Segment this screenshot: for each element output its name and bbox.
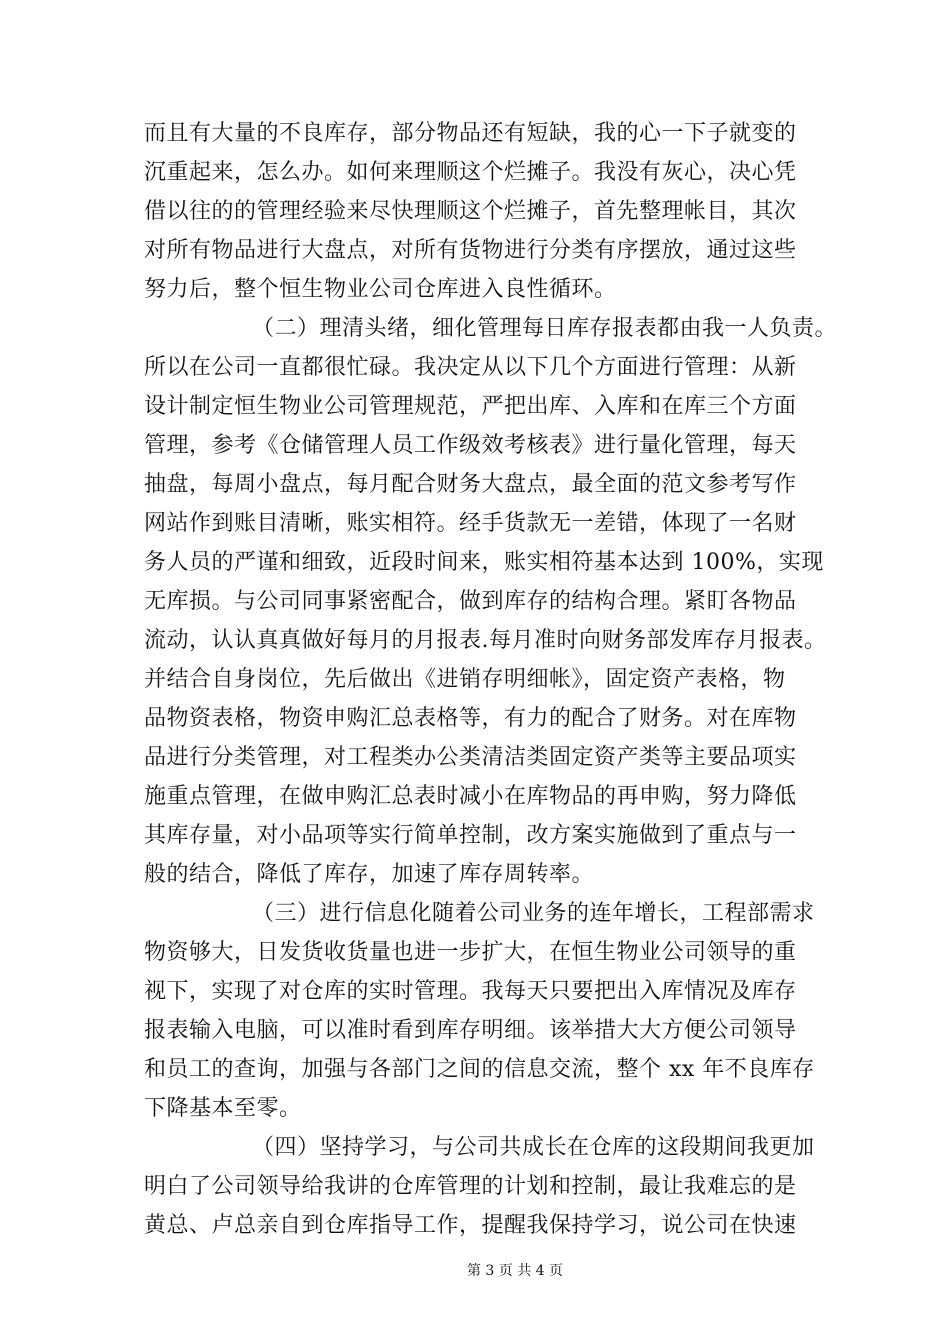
text-line: 品进行分类管理，对工程类办公类清洁类固定资产类等主要品项实 [144,745,797,770]
text-line: 品物资表格，物资申购汇总表格等，有力的配合了财务。对在库物 [144,706,797,731]
text-line: 明白了公司领导给我讲的仓库管理的计划和控制，最让我难忘的是 [144,1174,797,1199]
text-line: 务人员的严谨和细致，近段时间来，账实相符基本达到 100%，实现 [144,550,824,575]
text-line: 抽盘，每周小盘点，每月配合财务大盘点，最全面的范文参考写作 [144,472,797,497]
text-line: 管理，参考《仓储管理人员工作级效考核表》进行量化管理，每天 [144,433,797,458]
text-line: 和员工的查询，加强与各部门之间的信息交流，整个 xx 年不良库存 [144,1057,815,1082]
section-heading-3: （三）进行信息化随着公司业务的连年增长，工程部需求 [252,901,815,926]
text-line: 并结合自身岗位，先后做出《进销存明细帐》，固定资产表格，物 [144,667,786,692]
text-line: 报表输入电脑，可以准时看到库存明细。该举措大大方便公司领导 [144,1018,797,1043]
text-line: 网站作到账目清晰，账实相符。经手货款无一差错，体现了一名财 [144,511,797,536]
text-line: 而且有大量的不良库存，部分物品还有短缺，我的心一下子就变的 [144,121,797,146]
text-line: 黄总、卢总亲自到仓库指导工作，提醒我保持学习，说公司在快速 [144,1213,797,1238]
text-line: 设计制定恒生物业公司管理规范，严把出库、入库和在库三个方面 [144,394,797,419]
text-line: 流动，认认真真做好每月的月报表.每月准时向财务部发库存月报表。 [144,628,827,653]
text-line: 无库损。与公司同事紧密配合，做到库存的结构合理。紧盯各物品 [144,589,797,614]
text-line: 所以在公司一直都很忙碌。我决定从以下几个方面进行管理：从新 [144,355,797,380]
text-line: 对所有物品进行大盘点，对所有货物进行分类有序摆放，通过这些 [144,238,797,263]
text-line: 视下，实现了对仓库的实时管理。我每天只要把出入库情况及库存 [144,979,797,1004]
text-line: 物资够大，日发货收货量也进一步扩大，在恒生物业公司领导的重 [144,940,797,965]
text-line: 般的结合，降低了库存，加速了库存周转率。 [144,862,595,887]
section-heading-4: （四）坚持学习，与公司共成长在仓库的这段期间我更加 [252,1135,815,1160]
page-footer: 第 3 页 共 4 页 [466,1263,564,1279]
text-line: 借以往的的管理经验来尽快理顺这个烂摊子，首先整理帐目，其次 [144,199,797,224]
text-line: 其库存量，对小品项等实行简单控制，改方案实施做到了重点与一 [144,823,797,848]
text-line: 努力后，整个恒生物业公司仓库进入良性循环。 [144,277,617,302]
text-line: 沉重起来，怎么办。如何来理顺这个烂摊子。我没有灰心，决心凭 [144,160,797,185]
section-heading-2: （二）理清头绪，细化管理每日库存报表都由我一人负责。 [252,316,838,341]
text-line: 下降基本至零。 [144,1096,302,1121]
text-line: 施重点管理，在做申购汇总表时减小在库物品的再申购，努力降低 [144,784,797,809]
